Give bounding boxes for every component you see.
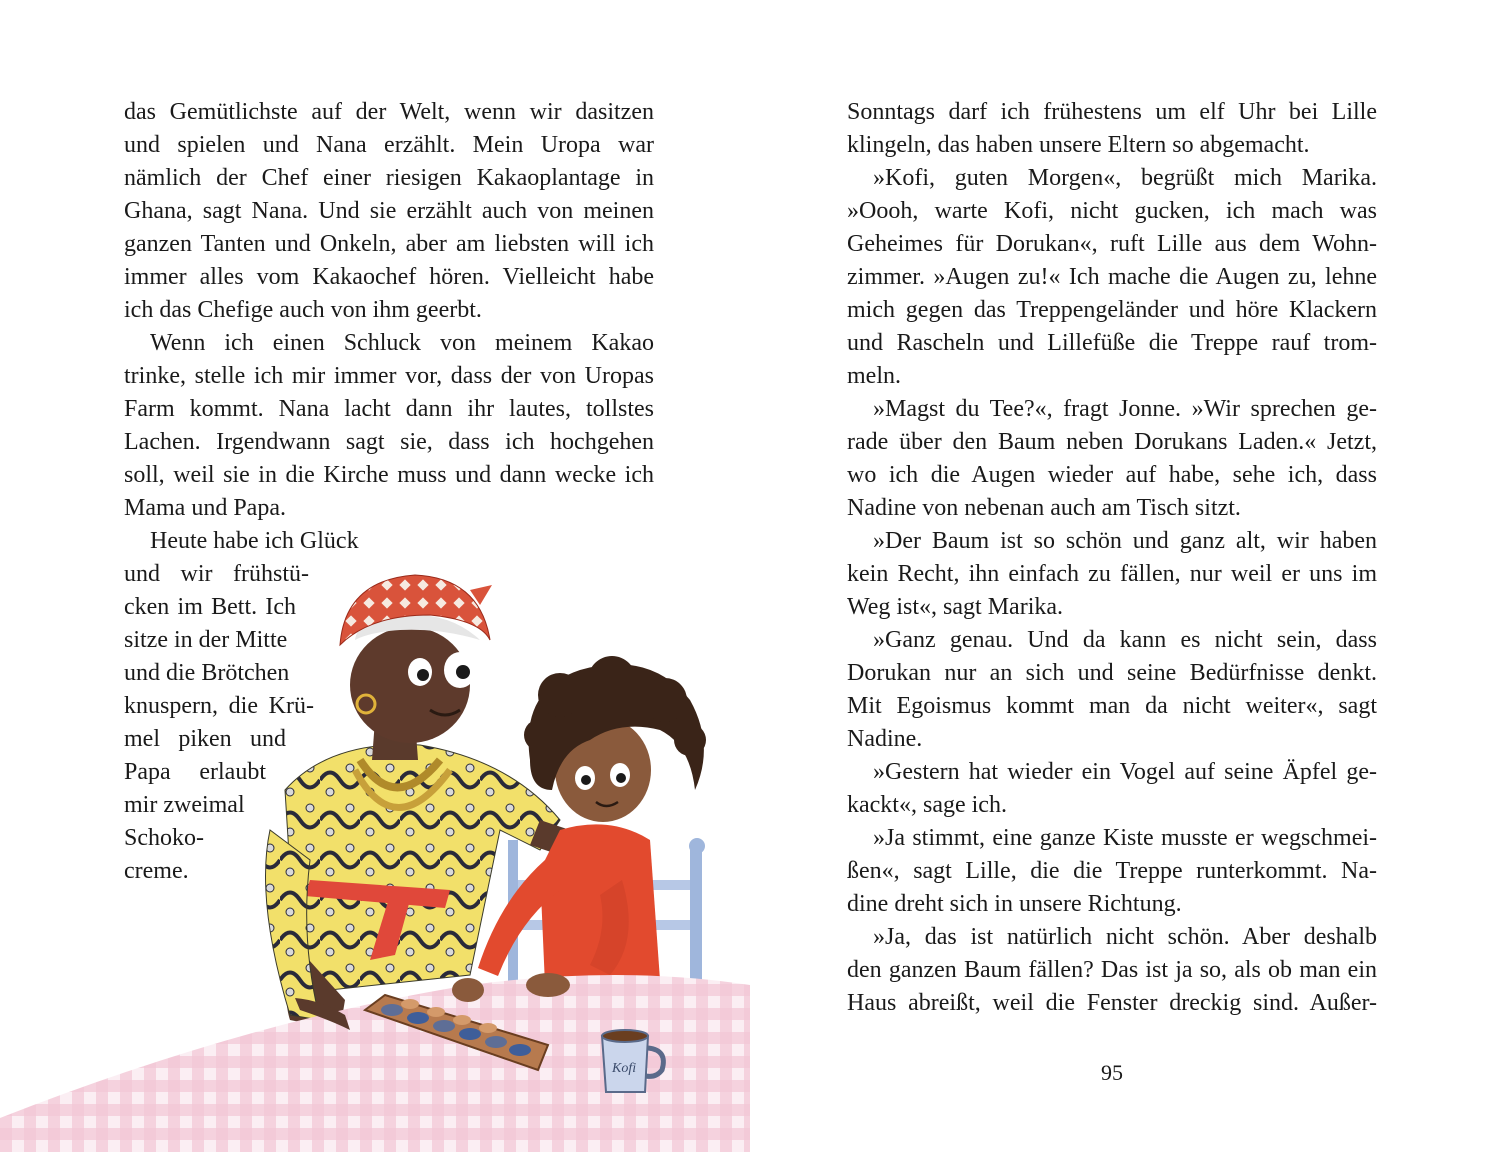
text-line: zimmer. »Augen zu!« Ich mache die Augen zu, lehne <box>847 264 1377 290</box>
text-line: sitze in der Mitte <box>124 627 288 653</box>
text-line: creme. <box>124 858 189 884</box>
text-line: Mama und Papa. <box>124 495 286 521</box>
text-line: dine dreht sich in unsere Richtung. <box>847 891 1182 917</box>
text-line: und Rascheln und Lillefüße die Treppe rauf trom- <box>847 330 1377 356</box>
text-line: »Der Baum ist so schön und ganz alt, wir haben <box>873 528 1377 554</box>
text-line: Sonntags darf ich frühestens um elf Uhr bei Lille <box>847 99 1377 125</box>
text-line: meln. <box>847 363 901 389</box>
text-line: mich gegen das Treppengeländer und höre Klackern <box>847 297 1377 323</box>
text-line: »Ja stimmt, eine ganze Kiste musste er wegschmei- <box>873 825 1377 851</box>
text-line: ganzen Tanten und Onkeln, aber am liebsten will ich <box>124 231 654 257</box>
boy-hand <box>526 973 570 997</box>
text-line: rade über den Baum neben Dorukans Laden.« Jetzt, <box>847 429 1377 455</box>
text-line: Geheimes für Dorukan«, ruft Lille aus dem Wohn- <box>847 231 1377 257</box>
text-line: nämlich der Chef einer riesigen Kakaoplantage in <box>124 165 654 191</box>
text-line: Lachen. Irgendwann sagt sie, dass ich hochgehen <box>124 429 654 455</box>
text-line: Haus abreißt, weil die Fenster dreckig sind. Außer- <box>847 990 1377 1016</box>
text-line: mel piken und <box>124 726 286 752</box>
text-line: ich das Chefige auch von ihm geerbt. <box>124 297 482 323</box>
mug-label: Kofi <box>612 1061 637 1076</box>
text-line: Nadine von nebenan auch am Tisch sitzt. <box>847 495 1241 521</box>
text-line: und die Brötchen <box>124 660 290 686</box>
text-line: »Gestern hat wieder ein Vogel auf seine Äpfel ge- <box>873 759 1377 785</box>
right-page <box>750 0 1500 1152</box>
text-line: »Ja, das ist natürlich nicht schön. Aber deshalb <box>873 924 1377 950</box>
text-line: Ghana, sagt Nana. Und sie erzählt auch von meinen <box>124 198 654 224</box>
text-line: mir zweimal <box>124 792 245 818</box>
page-number: 95 <box>1101 1060 1123 1085</box>
text-line: immer alles vom Kakaochef hören. Vielleicht habe <box>124 264 654 290</box>
text-line: »Oooh, warte Kofi, nicht gucken, ich mach was <box>847 198 1377 224</box>
text-line: Papa erlaubt <box>124 759 266 785</box>
text-line: Dorukan nur an sich und seine Bedürfnisse denkt. <box>847 660 1377 686</box>
text-line: ßen«, sagt Lille, die die Treppe runterkommt. Na- <box>847 858 1377 884</box>
text-line: Mit Egoismus kommt man da nicht weiter«, sagt <box>847 693 1377 719</box>
text-line: das Gemütlichste auf der Welt, wenn wir dasitzen <box>124 99 654 125</box>
text-line: den ganzen Baum fällen? Das ist ja so, als ob man ein <box>847 957 1377 983</box>
boy-hand <box>452 978 484 1002</box>
grandmother <box>266 575 586 1030</box>
text-line: »Kofi, guten Morgen«, begrüßt mich Marika. <box>873 165 1377 191</box>
text-line: cken im Bett. Ich <box>124 594 296 620</box>
text-line: soll, weil sie in die Kirche muss und dann wecke ich <box>124 462 654 488</box>
text-line: Weg ist«, sagt Marika. <box>847 594 1064 620</box>
text-line: und spielen und Nana erzählt. Mein Uropa war <box>124 132 654 158</box>
text-line: trinke, stelle ich mir immer vor, dass der von Uropas <box>124 363 654 389</box>
text-line: knuspern, die Krü- <box>124 693 314 719</box>
text-line: »Magst du Tee?«, fragt Jonne. »Wir sprechen ge- <box>873 396 1377 422</box>
text-line: und wir frühstü- <box>124 561 309 587</box>
text-line: Schoko- <box>124 825 204 851</box>
text-line: »Ganz genau. Und da kann es nicht sein, dass <box>873 627 1377 653</box>
text-line: Farm kommt. Nana lacht dann ihr lautes, tollstes <box>124 396 654 422</box>
text-line: kackt«, sage ich. <box>847 792 1007 818</box>
illustration-grandmother-and-boy <box>0 560 750 1152</box>
text-line: kein Recht, ihn einfach zu fällen, nur weil er uns im <box>847 561 1377 587</box>
text-line: Wenn ich einen Schluck von meinem Kakao <box>150 330 654 356</box>
text-line: Nadine. <box>847 726 923 752</box>
text-line: klingeln, das haben unsere Eltern so abgemacht. <box>847 132 1310 158</box>
text-line: Heute habe ich Glück <box>150 528 359 554</box>
text-line: wo ich die Augen wieder auf habe, sehe ich, dass <box>847 462 1377 488</box>
